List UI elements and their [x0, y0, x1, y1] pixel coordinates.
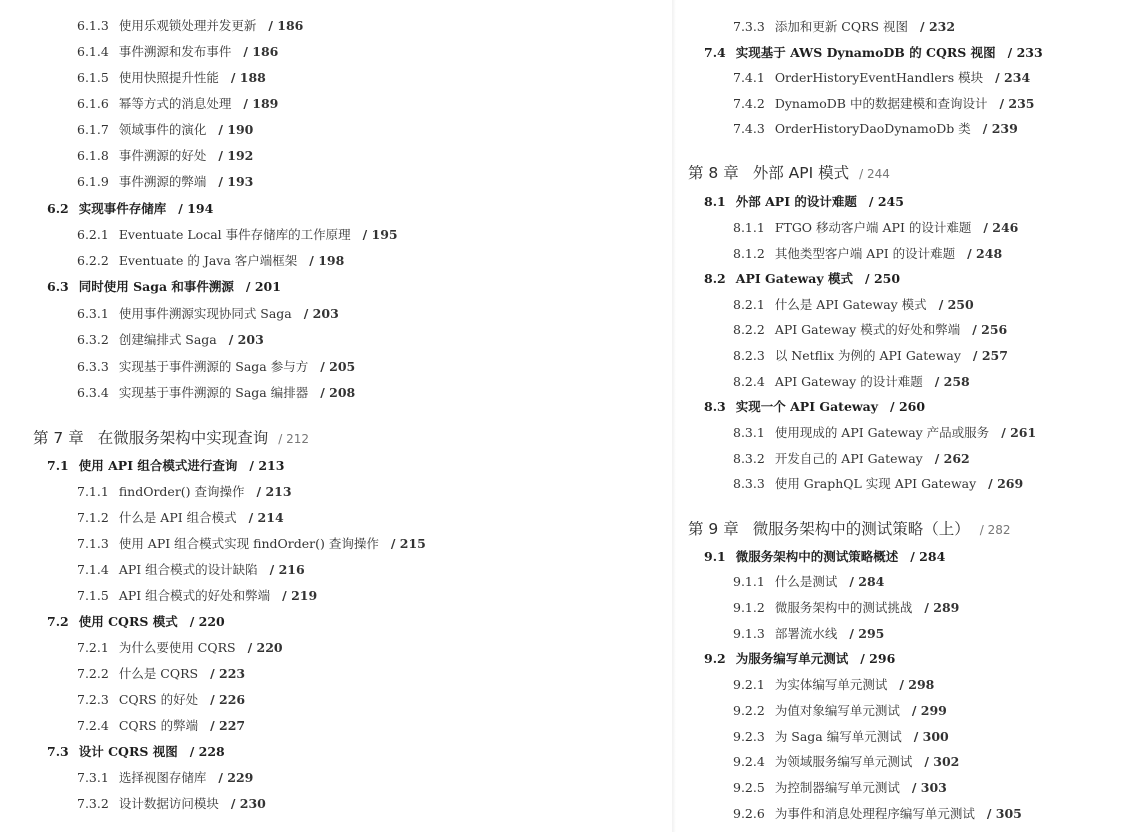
toc-entry-number: 6.1.7: [77, 122, 109, 137]
toc-entry-title: 在微服务架构中实现查询: [97, 429, 269, 447]
toc-entry-page-number: / 198: [309, 253, 345, 268]
toc-entry-page-number: / 186: [243, 44, 279, 59]
toc-entry-page-number: / 248: [967, 246, 1003, 261]
toc-entry-page-number: / 299: [911, 703, 947, 718]
right-page: [676, 0, 1136, 832]
toc-entry-page-number: / 234: [995, 70, 1031, 85]
toc-entry-title: 为实体编写单元测试: [774, 677, 888, 692]
toc-entry-title: 微服务架构中的测试策略概述: [735, 549, 899, 564]
toc-entry-number: 7.3.2: [77, 796, 109, 811]
toc-entry-number: 8.1: [704, 194, 726, 209]
toc-entry-title: 开发自己的 API Gateway: [774, 451, 923, 466]
toc-subsection-entry: [0, 170, 672, 194]
toc-entry-number: 6.2.2: [77, 253, 109, 268]
toc-entry-title: API 组合模式的设计缺陷: [118, 562, 258, 577]
toc-subsection-entry: [676, 776, 1136, 800]
toc-entry-page-number: / 256: [972, 322, 1008, 337]
toc-entry-title: 为控制器编写单元测试: [774, 780, 900, 795]
toc-entry-title: 事件溯源的好处: [118, 148, 207, 163]
toc-entry-number: 7.4.3: [733, 121, 765, 136]
toc-entry-page-number: / 216: [269, 562, 305, 577]
toc-entry-number: 6.1.4: [77, 44, 109, 59]
toc-chapter-heading: [676, 514, 1136, 544]
toc-subsection-entry: [676, 318, 1136, 342]
toc-entry-title: 实现基于事件溯源的 Saga 编排器: [118, 385, 309, 400]
toc-subsection-entry: [676, 622, 1136, 646]
toc-entry-page-number: / 205: [320, 359, 356, 374]
toc-entry-number: 6.2: [47, 201, 69, 216]
toc-entry-page-number: / 246: [983, 220, 1019, 235]
toc-entry-number: 9.2.5: [733, 780, 765, 795]
toc-subsection-entry: [0, 328, 672, 352]
toc-entry-title: 事件溯源和发布事件: [118, 44, 232, 59]
toc-entry-title: API 组合模式的好处和弊端: [118, 588, 271, 603]
toc-entry-number: 7.1.2: [77, 510, 109, 525]
toc-entry-page-number: / 208: [320, 385, 356, 400]
toc-entry-number: 7.3.1: [77, 770, 109, 785]
toc-entry-page-number: / 284: [910, 549, 946, 564]
toc-subsection-entry: [0, 118, 672, 142]
toc-entry-title: 设计 CQRS 视图: [78, 744, 178, 759]
toc-entry-title: 创建编排式 Saga: [118, 332, 217, 347]
toc-subsection-entry: [676, 802, 1136, 826]
toc-entry-title: FTGO 移动客户端 API 的设计难题: [774, 220, 972, 235]
toc-entry-page-number: / 250: [938, 297, 974, 312]
toc-entry-number: 第 9 章: [688, 520, 739, 538]
toc-entry-title: 什么是 API 组合模式: [118, 510, 237, 525]
toc-entry-page-number: / 193: [218, 174, 254, 189]
toc-entry-number: 7.2.1: [77, 640, 109, 655]
toc-entry-number: 9.2.3: [733, 729, 765, 744]
toc-entry-title: Eventuate Local 事件存储库的工作原理: [118, 227, 351, 242]
toc-entry-number: 6.2.1: [77, 227, 109, 242]
toc-entry-number: 8.2.2: [733, 322, 765, 337]
toc-subsection-entry: [676, 92, 1136, 116]
toc-entry-title: 使用现成的 API Gateway 产品或服务: [774, 425, 990, 440]
toc-entry-title: OrderHistoryDaoDynamoDb 类: [774, 121, 971, 136]
toc-subsection-entry: [676, 570, 1136, 594]
toc-entry-page-number: / 269: [988, 476, 1024, 491]
toc-entry-title: 为什么要使用 CQRS: [118, 640, 236, 655]
toc-chapter-heading: [676, 158, 1136, 188]
toc-entry-number: 8.2.4: [733, 374, 765, 389]
toc-entry-page-number: / 192: [218, 148, 254, 163]
toc-entry-page-number: / 213: [249, 458, 285, 473]
toc-entry-title: 同时使用 Saga 和事件溯源: [78, 279, 234, 294]
toc-entry-number: 9.2.6: [733, 806, 765, 821]
toc-entry-page-number: / 229: [218, 770, 254, 785]
toc-subsection-entry: [676, 750, 1136, 774]
toc-subsection-entry: [676, 673, 1136, 697]
toc-subsection-entry: [0, 688, 672, 712]
toc-entry-title: 使用事件溯源实现协同式 Saga: [118, 306, 292, 321]
toc-entry-page-number: / 289: [924, 600, 960, 615]
toc-entry-title: CQRS 的弊端: [118, 718, 199, 733]
toc-section-entry: [0, 275, 672, 299]
toc-entry-page-number: / 194: [178, 201, 214, 216]
toc-entry-title: findOrder() 查询操作: [118, 484, 245, 499]
toc-entry-title: Eventuate 的 Java 客户端框架: [118, 253, 298, 268]
toc-entry-page-number: / 296: [860, 651, 896, 666]
toc-entry-number: 9.1.2: [733, 600, 765, 615]
toc-subsection-entry: [0, 40, 672, 64]
toc-entry-number: 7.3: [47, 744, 69, 759]
toc-entry-page-number: / 295: [849, 626, 885, 641]
toc-entry-title: 实现一个 API Gateway: [735, 399, 879, 414]
toc-entry-title: 实现事件存储库: [78, 201, 167, 216]
toc-entry-number: 8.3.1: [733, 425, 765, 440]
toc-subsection-entry: [0, 302, 672, 326]
toc-entry-number: 8.1.1: [733, 220, 765, 235]
toc-subsection-entry: [676, 216, 1136, 240]
toc-entry-page-number: / 195: [362, 227, 398, 242]
toc-entry-page-number: / 227: [210, 718, 246, 733]
toc-subsection-entry: [676, 293, 1136, 317]
toc-entry-title: 使用快照提升性能: [118, 70, 219, 85]
toc-entry-title: 选择视图存储库: [118, 770, 207, 785]
toc-entry-number: 9.1.3: [733, 626, 765, 641]
toc-list-right: [676, 0, 1136, 832]
toc-entry-title: CQRS 的好处: [118, 692, 199, 707]
toc-entry-page-number: / 300: [913, 729, 949, 744]
toc-entry-page-number: / 214: [248, 510, 284, 525]
toc-entry-title: 为服务编写单元测试: [735, 651, 849, 666]
toc-entry-number: 7.4.2: [733, 96, 765, 111]
toc-entry-title: 使用 CQRS 模式: [78, 614, 178, 629]
toc-entry-page-number: / 226: [210, 692, 246, 707]
toc-entry-title: 微服务架构中的测试策略（上）: [752, 520, 970, 538]
toc-subsection-entry: [676, 699, 1136, 723]
toc-entry-number: 6.3.2: [77, 332, 109, 347]
toc-subsection-entry: [0, 14, 672, 38]
toc-entry-title: API Gateway 的设计难题: [774, 374, 923, 389]
toc-entry-title: 微服务架构中的测试挑战: [774, 600, 913, 615]
toc-subsection-entry: [676, 66, 1136, 90]
toc-entry-number: 7.4: [704, 45, 726, 60]
toc-entry-page-number: / 305: [986, 806, 1022, 821]
toc-entry-page-number: / 258: [934, 374, 970, 389]
toc-section-entry: [676, 267, 1136, 291]
toc-entry-number: 8.3.3: [733, 476, 765, 491]
toc-entry-number: 7.2: [47, 614, 69, 629]
toc-section-entry: [0, 610, 672, 634]
toc-entry-page-number: / 232: [920, 19, 956, 34]
toc-entry-title: API Gateway 模式: [735, 271, 854, 286]
toc-entry-number: 7.1.4: [77, 562, 109, 577]
toc-subsection-entry: [0, 792, 672, 816]
toc-section-entry: [676, 190, 1136, 214]
toc-entry-title: API Gateway 模式的好处和弊端: [774, 322, 961, 337]
toc-entry-title: 外部 API 模式: [752, 164, 850, 182]
toc-entry-number: 7.1.5: [77, 588, 109, 603]
toc-section-entry: [0, 197, 672, 221]
toc-entry-number: 6.3: [47, 279, 69, 294]
toc-entry-number: 第 7 章: [33, 429, 84, 447]
toc-subsection-entry: [0, 558, 672, 582]
toc-entry-number: 8.2: [704, 271, 726, 286]
toc-entry-number: 7.4.1: [733, 70, 765, 85]
toc-entry-title: 使用 GraphQL 实现 API Gateway: [774, 476, 977, 491]
toc-subsection-entry: [0, 144, 672, 168]
toc-subsection-entry: [676, 15, 1136, 39]
toc-entry-number: 8.1.2: [733, 246, 765, 261]
toc-subsection-entry: [0, 532, 672, 556]
toc-entry-page-number: / 188: [230, 70, 266, 85]
toc-entry-title: 幂等方式的消息处理: [118, 96, 232, 111]
toc-entry-number: 6.1.6: [77, 96, 109, 111]
toc-entry-page-number: / 223: [210, 666, 246, 681]
toc-entry-number: 9.2: [704, 651, 726, 666]
toc-entry-title: DynamoDB 中的数据建模和查询设计: [774, 96, 988, 111]
toc-entry-page-number: / 298: [899, 677, 935, 692]
toc-entry-page-number: / 203: [228, 332, 264, 347]
toc-entry-title: 什么是 API Gateway 模式: [774, 297, 927, 312]
toc-entry-page-number: / 257: [972, 348, 1008, 363]
toc-entry-title: 设计数据访问模块: [118, 796, 219, 811]
toc-entry-title: 部署流水线: [774, 626, 838, 641]
toc-entry-title: 事件溯源的弊端: [118, 174, 207, 189]
toc-entry-number: 7.3.3: [733, 19, 765, 34]
toc-entry-title: 使用 API 组合模式进行查询: [78, 458, 238, 473]
toc-entry-title: 什么是测试: [774, 574, 838, 589]
toc-entry-page-number: / 235: [999, 96, 1035, 111]
toc-subsection-entry: [676, 344, 1136, 368]
toc-entry-number: 6.3.1: [77, 306, 109, 321]
toc-entry-number: 9.1: [704, 549, 726, 564]
toc-subsection-entry: [676, 117, 1136, 141]
toc-entry-title: 为 Saga 编写单元测试: [774, 729, 902, 744]
toc-entry-page-number: / 233: [1007, 45, 1043, 60]
toc-subsection-entry: [0, 714, 672, 738]
toc-subsection-entry: [676, 370, 1136, 394]
toc-entry-page-number: / 201: [245, 279, 281, 294]
toc-entry-number: 6.1.3: [77, 18, 109, 33]
toc-entry-title: 实现基于事件溯源的 Saga 参与方: [118, 359, 309, 374]
toc-section-entry: [0, 740, 672, 764]
toc-subsection-entry: [0, 66, 672, 90]
toc-entry-title: 实现基于 AWS DynamoDB 的 CQRS 视图: [735, 45, 996, 60]
toc-entry-page-number: / 213: [256, 484, 292, 499]
toc-entry-title: 为值对象编写单元测试: [774, 703, 900, 718]
toc-entry-page-number: / 215: [390, 536, 426, 551]
toc-entry-number: 6.1.8: [77, 148, 109, 163]
toc-subsection-entry: [0, 381, 672, 405]
toc-entry-page-number: / 186: [268, 18, 304, 33]
toc-entry-title: 使用 API 组合模式实现 findOrder() 查询操作: [118, 536, 379, 551]
toc-entry-page-number: / 220: [189, 614, 225, 629]
toc-entry-number: 7.2.4: [77, 718, 109, 733]
toc-subsection-entry: [0, 506, 672, 530]
toc-entry-number: 8.2.3: [733, 348, 765, 363]
toc-subsection-entry: [0, 584, 672, 608]
toc-entry-number: 7.2.2: [77, 666, 109, 681]
toc-entry-number: 7.1: [47, 458, 69, 473]
toc-subsection-entry: [676, 421, 1136, 445]
toc-subsection-entry: [676, 725, 1136, 749]
toc-entry-page-number: / 244: [859, 167, 890, 181]
toc-entry-number: 8.3.2: [733, 451, 765, 466]
toc-section-entry: [0, 454, 672, 478]
toc-section-entry: [676, 545, 1136, 569]
toc-entry-page-number: / 260: [890, 399, 926, 414]
toc-entry-number: 9.2.2: [733, 703, 765, 718]
toc-entry-number: 6.3.3: [77, 359, 109, 374]
toc-section-entry: [676, 395, 1136, 419]
toc-entry-page-number: / 190: [218, 122, 254, 137]
toc-entry-page-number: / 245: [868, 194, 904, 209]
toc-entry-number: 7.1.1: [77, 484, 109, 499]
toc-entry-page-number: / 189: [243, 96, 279, 111]
toc-entry-title: 使用乐观锁处理并发更新: [118, 18, 257, 33]
toc-entry-title: 以 Netflix 为例的 API Gateway: [774, 348, 961, 363]
toc-entry-page-number: / 302: [924, 754, 960, 769]
toc-subsection-entry: [0, 766, 672, 790]
toc-entry-number: 6.3.4: [77, 385, 109, 400]
toc-entry-page-number: / 250: [865, 271, 901, 286]
toc-subsection-entry: [676, 242, 1136, 266]
toc-entry-page-number: / 219: [282, 588, 318, 603]
toc-entry-page-number: / 228: [189, 744, 225, 759]
toc-subsection-entry: [0, 92, 672, 116]
toc-subsection-entry: [676, 472, 1136, 496]
toc-subsection-entry: [0, 355, 672, 379]
toc-section-entry: [676, 41, 1136, 65]
toc-subsection-entry: [0, 636, 672, 660]
toc-entry-title: 什么是 CQRS: [118, 666, 199, 681]
toc-entry-number: 7.1.3: [77, 536, 109, 551]
toc-entry-page-number: / 303: [911, 780, 947, 795]
toc-subsection-entry: [0, 223, 672, 247]
toc-entry-number: 9.2.4: [733, 754, 765, 769]
toc-entry-page-number: / 239: [982, 121, 1018, 136]
toc-entry-number: 8.3: [704, 399, 726, 414]
toc-entry-number: 9.1.1: [733, 574, 765, 589]
toc-chapter-heading: [0, 423, 672, 453]
toc-entry-page-number: / 230: [230, 796, 266, 811]
toc-subsection-entry: [676, 596, 1136, 620]
toc-section-entry: [676, 647, 1136, 671]
toc-entry-page-number: / 212: [278, 432, 309, 446]
toc-entry-title: 添加和更新 CQRS 视图: [774, 19, 909, 34]
toc-entry-number: 8.2.1: [733, 297, 765, 312]
toc-entry-page-number: / 261: [1001, 425, 1037, 440]
toc-entry-number: 6.1.5: [77, 70, 109, 85]
toc-entry-title: OrderHistoryEventHandlers 模块: [774, 70, 984, 85]
toc-entry-page-number: / 220: [247, 640, 283, 655]
toc-subsection-entry: [676, 447, 1136, 471]
toc-subsection-entry: [0, 480, 672, 504]
toc-subsection-entry: [0, 662, 672, 686]
toc-entry-number: 9.2.1: [733, 677, 765, 692]
toc-entry-number: 第 8 章: [688, 164, 739, 182]
toc-entry-number: 7.2.3: [77, 692, 109, 707]
toc-entry-page-number: / 203: [303, 306, 339, 321]
toc-entry-page-number: / 262: [934, 451, 970, 466]
toc-entry-title: 为事件和消息处理程序编写单元测试: [774, 806, 975, 821]
toc-entry-number: 6.1.9: [77, 174, 109, 189]
toc-entry-title: 其他类型客户端 API 的设计难题: [774, 246, 956, 261]
toc-entry-title: 外部 API 的设计难题: [735, 194, 857, 209]
toc-entry-page-number: / 284: [849, 574, 885, 589]
toc-entry-title: 为领域服务编写单元测试: [774, 754, 913, 769]
toc-entry-title: 领域事件的演化: [118, 122, 207, 137]
toc-entry-page-number: / 282: [979, 523, 1011, 537]
toc-subsection-entry: [0, 249, 672, 273]
